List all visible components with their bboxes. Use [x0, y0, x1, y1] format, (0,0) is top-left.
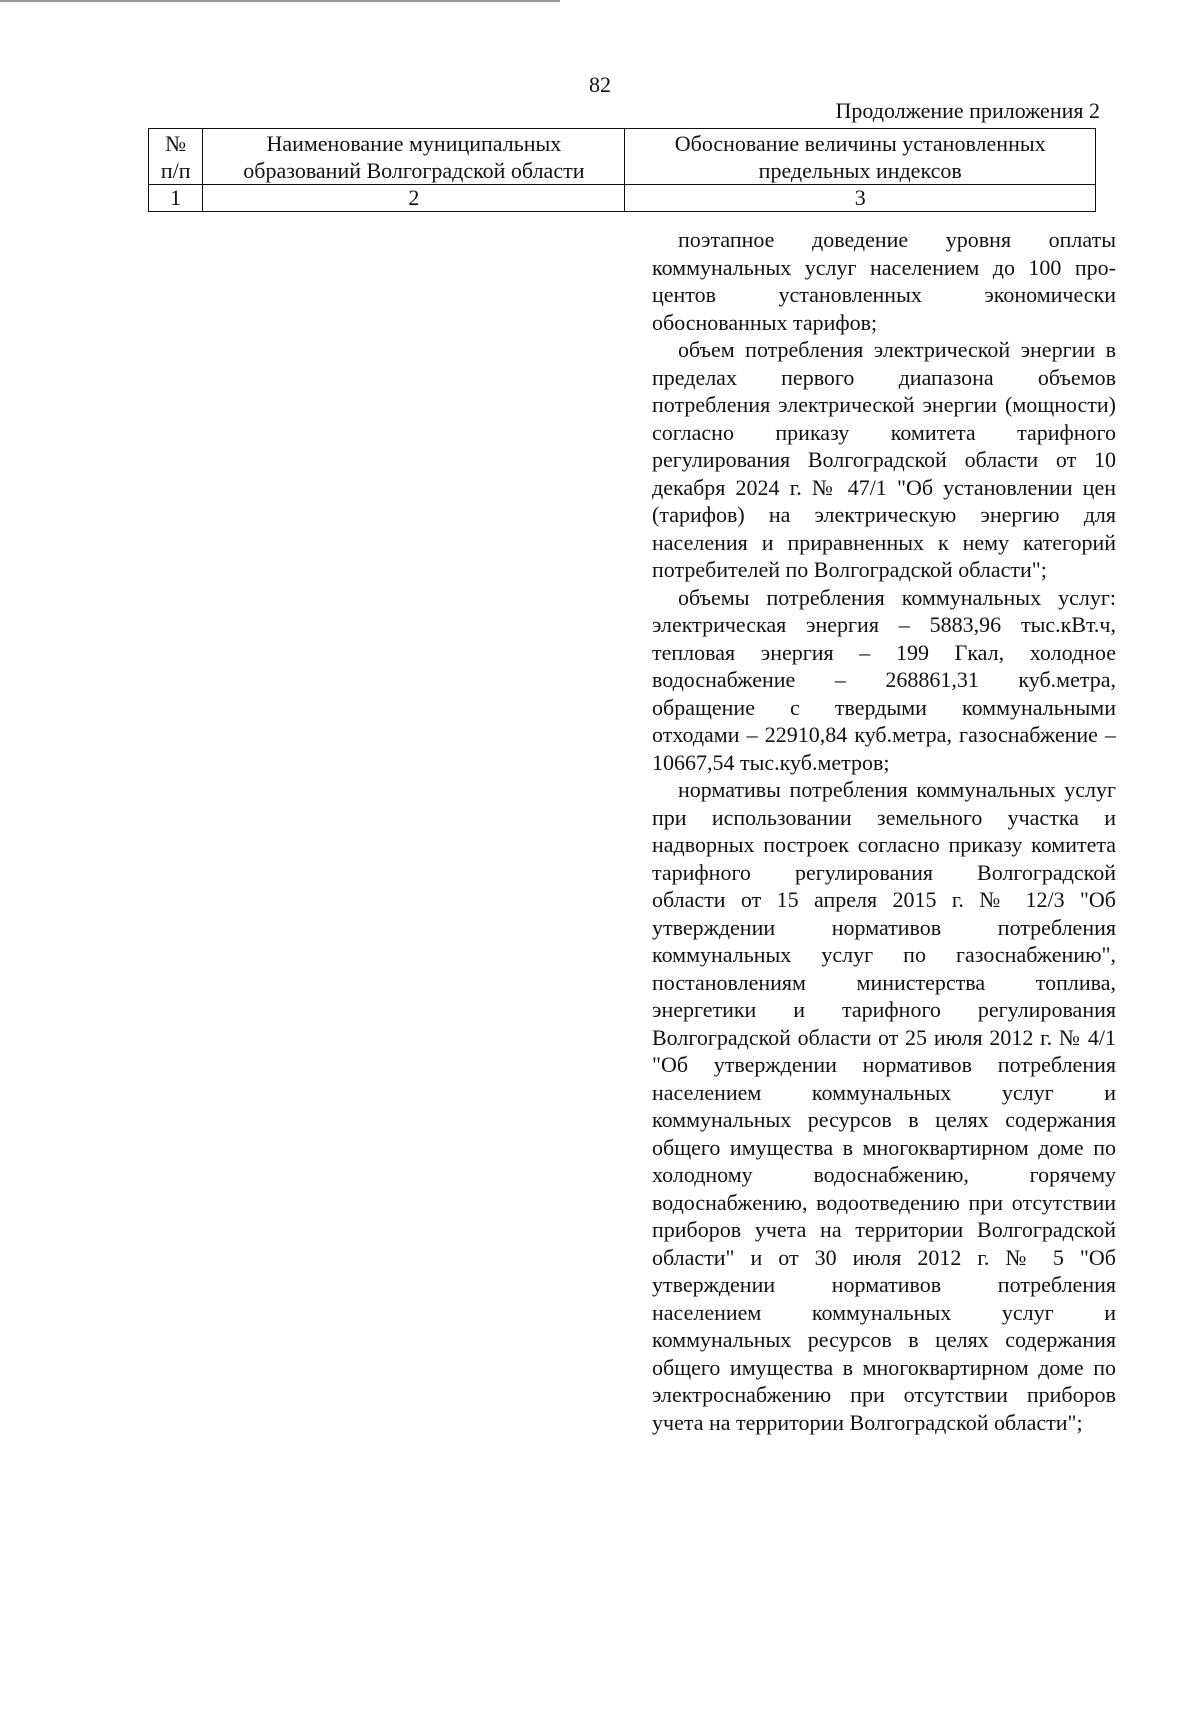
- continuation-label: Продолжение приложения 2: [835, 98, 1100, 123]
- header-cell-justification: [625, 129, 1096, 185]
- paragraph-payment-level: поэтапное доведение уровня оплаты коммунальных услуг населением до 100 процентов установленных экономически обоснованных тарифов;: [652, 227, 1116, 335]
- column-number-3: 3: [625, 185, 1096, 212]
- paragraph-electricity-volume: объем потребления электрической энергии в пределах первого диапазона объемов потребления электрической энергии (мощности) согласно приказу комитета тарифного регулирования Волгоградской области от 10 декабря 2024 г. № 47/1 "Об установлении цен (тарифов) на электрическую энергию для населения и приравненных к нему категорий потребителей по Волгоградской области";: [652, 337, 1116, 582]
- scan-edge-line: [0, 0, 560, 2]
- header-municipality-line-1: Наименование муниципальных: [266, 131, 562, 156]
- table-header-row: [149, 129, 1096, 185]
- header-number-line-2: п/п: [160, 158, 191, 183]
- header-cell-number: [149, 129, 203, 185]
- paragraph-consumption-volumes: объемы потребления коммунальных услуг: электрическая энергия – 5883,96 тыс.кВт.ч, тепловая энергия – 199 Гкал, холодное водоснабжение – 268861,31 куб.метра, обращение с твердыми коммунальными отходами – 22910,84 куб.метра, газоснабжение – 10667,54 тыс.куб.метров;: [652, 584, 1116, 775]
- column-number-2: 2: [203, 185, 625, 212]
- header-number-line-1: №: [165, 131, 187, 156]
- paragraph-consumption-norms: нормативы потребления коммунальных услуг при использовании земельного участка и надворных построек согласно приказу комитета тарифного регулирования Волгоградской области от 15 апреля 2015 г. № 12/3 "Об утверждении нормативов потребления коммунальных услуг по газоснабжению", постановлениям министерства топлива, энергетики и тарифного регулирования Волгоградской области от 25 июля 2012 г. № 4/1 "Об утверждении нормативов потребления населением коммунальных услуг и коммунальных ресурсов в целях содержания общего имущества в многоквартирном доме по холодному водоснабжению, горячему водоснабжению, водоотведению при отсутствии приборов учета на территории Волгоградской области" и от 30 июля 2012 г. № 5 "Об утверждении нормативов потребления населением коммунальных услуг и коммунальных ресурсов в целях содержания общего имущества в многоквартирном доме по электроснабжению при отсутствии приборов учета на территории Волгоградской области";: [652, 777, 1116, 1435]
- justification-text: [652, 226, 1116, 1436]
- column-number-row: [149, 185, 1096, 212]
- column-number-1: 1: [149, 185, 203, 212]
- header-table: [148, 128, 1096, 212]
- header-municipality-line-2: образований Волгоградской области: [243, 158, 585, 183]
- header-cell-municipality: [203, 129, 625, 185]
- header-justification-line-1: Обоснование величины установленных: [674, 131, 1046, 156]
- header-justification-line-2: предельных индексов: [758, 158, 962, 183]
- page-number: 82: [589, 72, 611, 97]
